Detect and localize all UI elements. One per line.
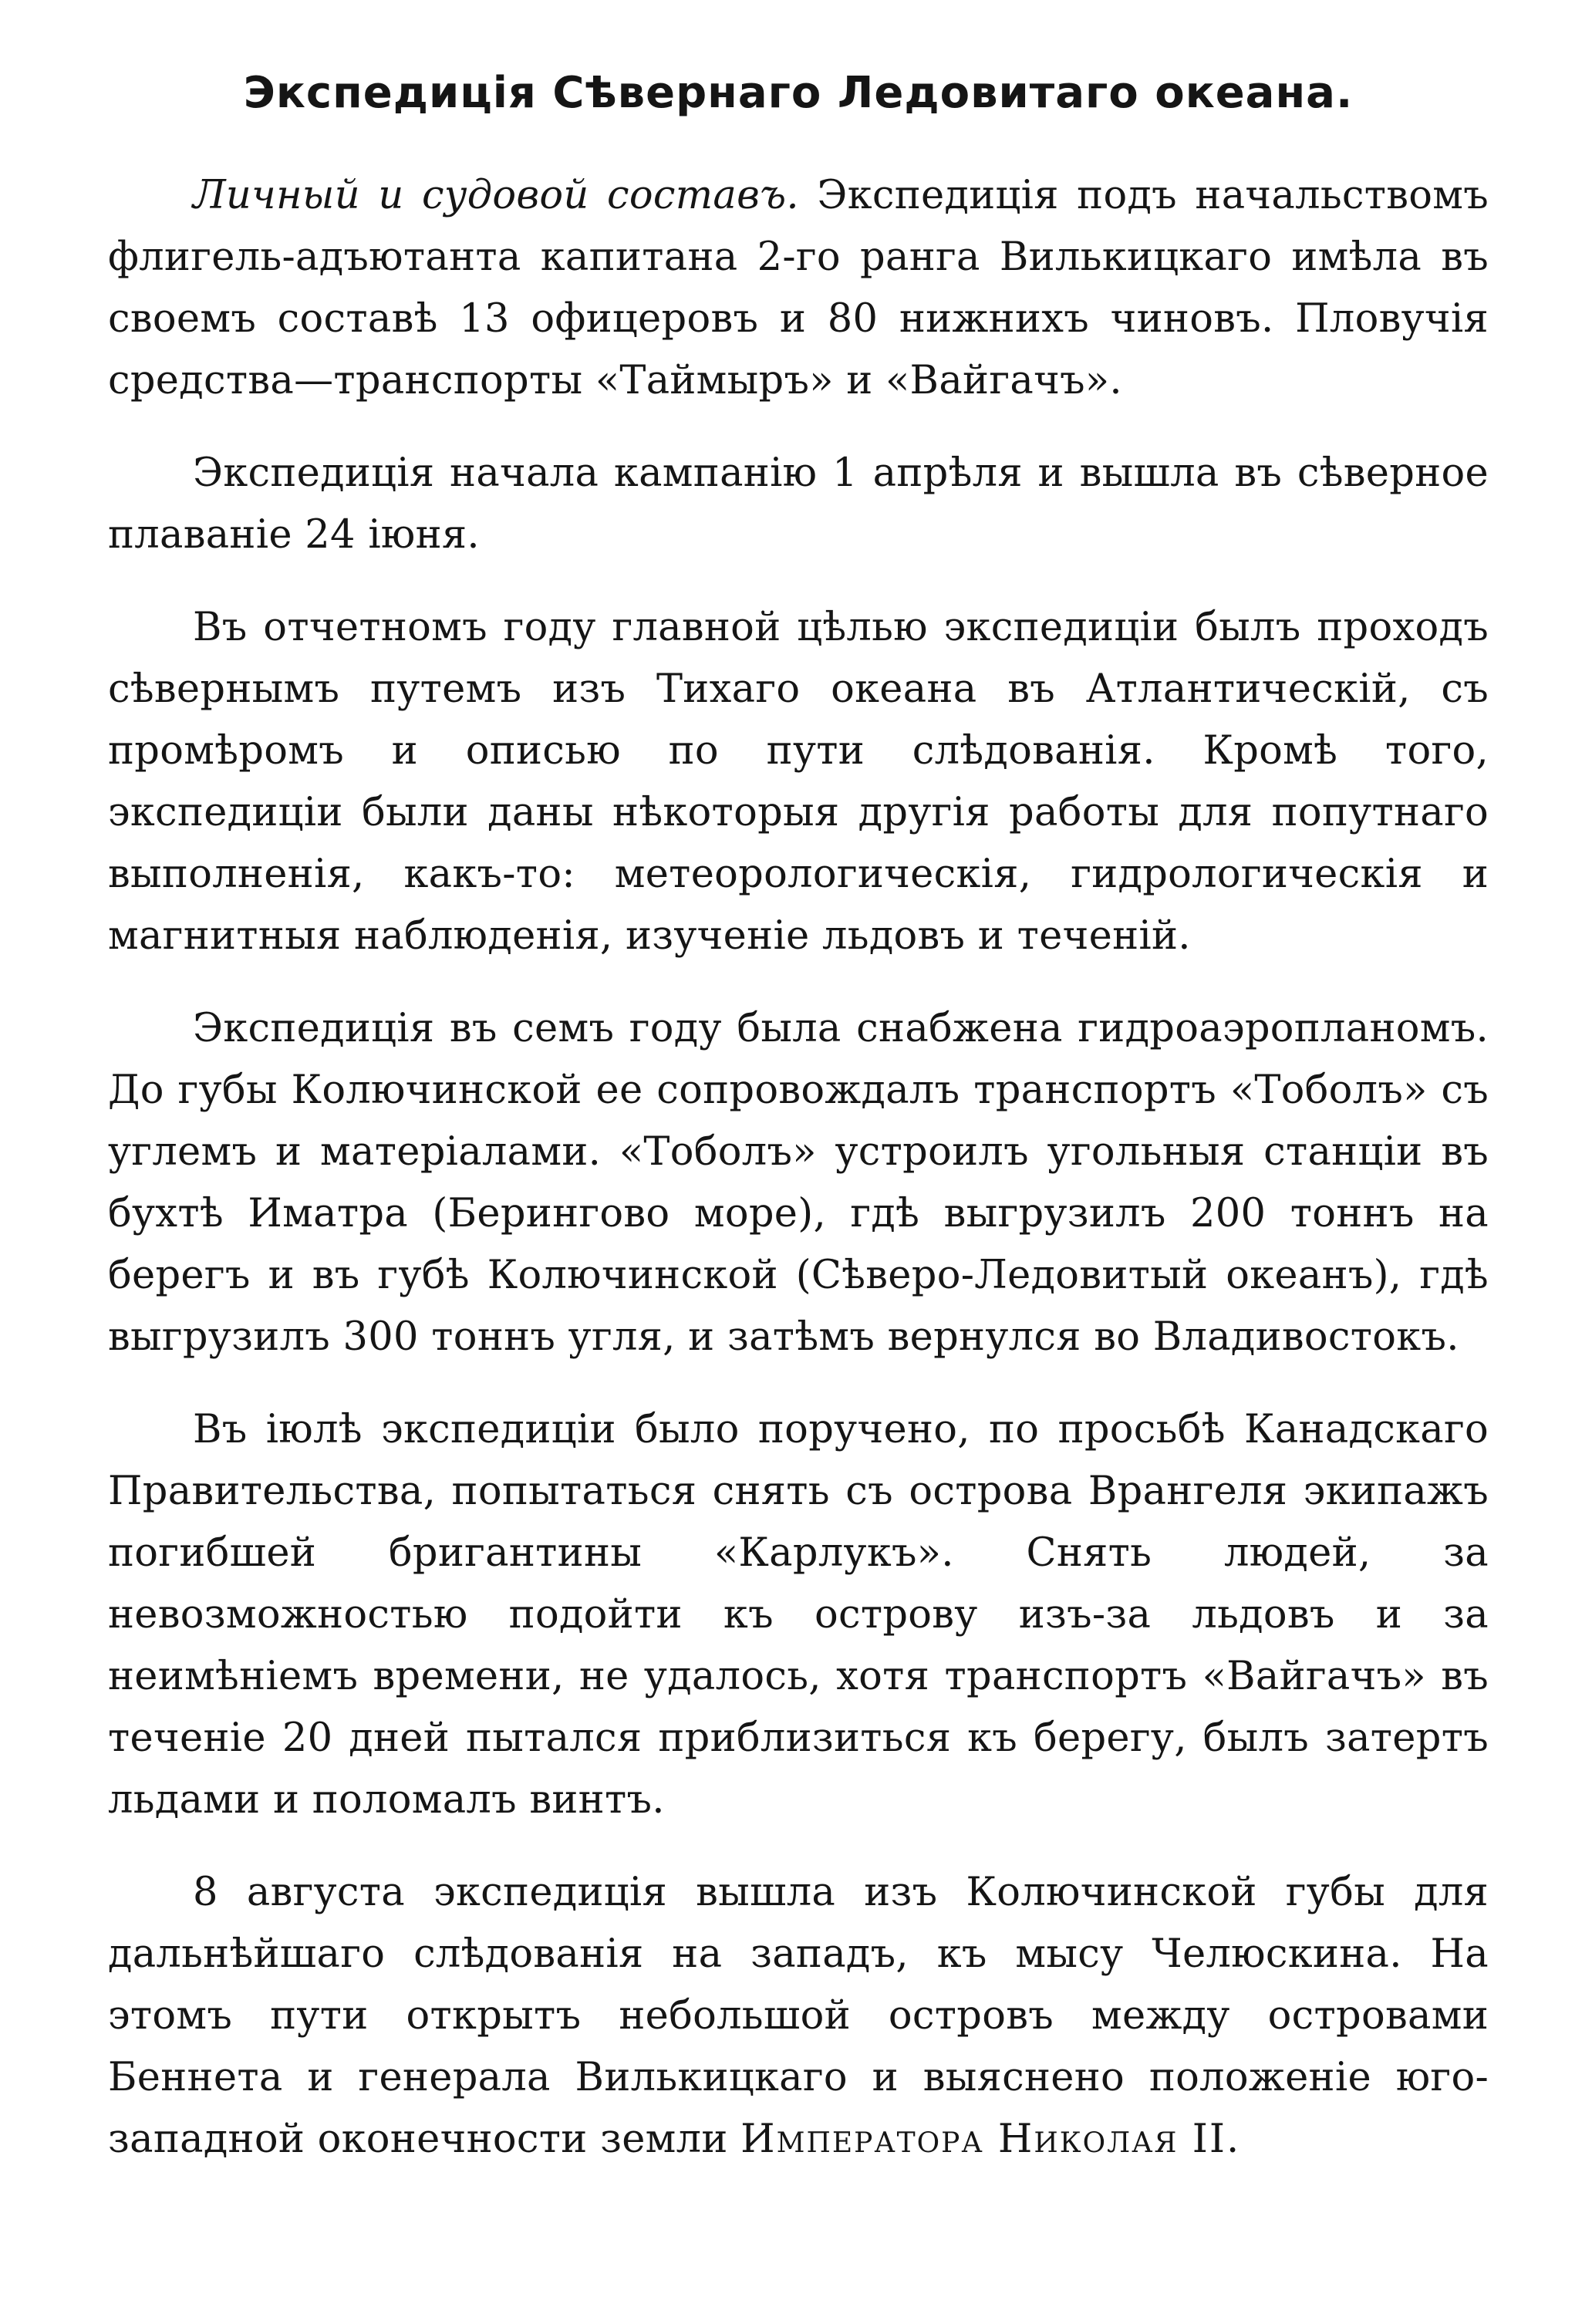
paragraph-text: Экспедиція подъ начальствомъ флигель-адъютанта капитана 2-го ранга Вилькицкаго имѣла въ своемъ составѣ 13 офицеровъ и 80 нижнихъ чиновъ. Пловучія средства—транспорты «Таймыръ» и «Вайгачъ».: [108, 172, 1489, 403]
document-page: [108, 69, 1489, 2201]
paragraph-personnel: [108, 165, 1489, 412]
paragraph-lead: Личный и судовой составъ.: [193, 172, 799, 218]
paragraph-august: [108, 1862, 1489, 2171]
paragraph-seaplane: Экспедиція въ семъ году была снабжена гидроаэропланомъ. До губы Колючинской ее сопровождалъ транспортъ «Тоболъ» съ углемъ и матеріалами. «Тоболъ» устроилъ угольныя станціи въ бухтѣ Иматра (Берингово море), гдѣ выгрузилъ 200 тоннъ на берегъ и въ губѣ Колючинской (Сѣверо-Ледовитый океанъ), гдѣ выгрузилъ 300 тоннъ угля, и затѣмъ вернулся во Владивостокъ.: [108, 1005, 1489, 1360]
paragraph-end: .: [1226, 2116, 1240, 2162]
paragraph-goals: Въ отчетномъ году главной цѣлью экспедиціи былъ проходъ сѣвернымъ путемъ изъ Тихаго океана въ Атлантическій, съ промѣромъ и описью по пути слѣдованія. Кромѣ того, экспедиціи были даны нѣкоторыя другія работы для попутнаго выполненія, какъ-то: метеорологическія, гидрологическія и магнитныя наблюденія, изученіе льдовъ и теченій.: [108, 604, 1489, 959]
paragraph-text: 8 августа экспедиція вышла изъ Колючинской губы для дальнѣйшаго слѣдованія на западъ, къ мысу Челюскина. На этомъ пути открытъ небольшой островъ между островами Беннета и генерала Вилькицкаго и выяснено положеніе юго-западной оконечности земли: [108, 1869, 1489, 2162]
document-title: Экспедиція Сѣвернаго Ледовитаго океана.: [243, 68, 1354, 118]
emperor-name: Императора Николая II: [740, 2116, 1226, 2162]
paragraph-campaign-start: Экспедиція начала кампанію 1 апрѣля и вышла въ сѣверное плаваніе 24 іюня.: [108, 450, 1489, 558]
paragraph-wrangel-island: Въ іюлѣ экспедиціи было поручено, по просьбѣ Канадскаго Правительства, попытаться снять съ острова Врангеля экипажъ погибшей бригантины «Карлукъ». Снять людей, за невозможностью подойти къ острову изъ-за льдовъ и за неимѣніемъ времени, не удалось, хотя транспортъ «Вайгачъ» въ теченіе 20 дней пытался приблизиться къ берегу, былъ затертъ льдами и поломалъ винтъ.: [108, 1406, 1489, 1823]
